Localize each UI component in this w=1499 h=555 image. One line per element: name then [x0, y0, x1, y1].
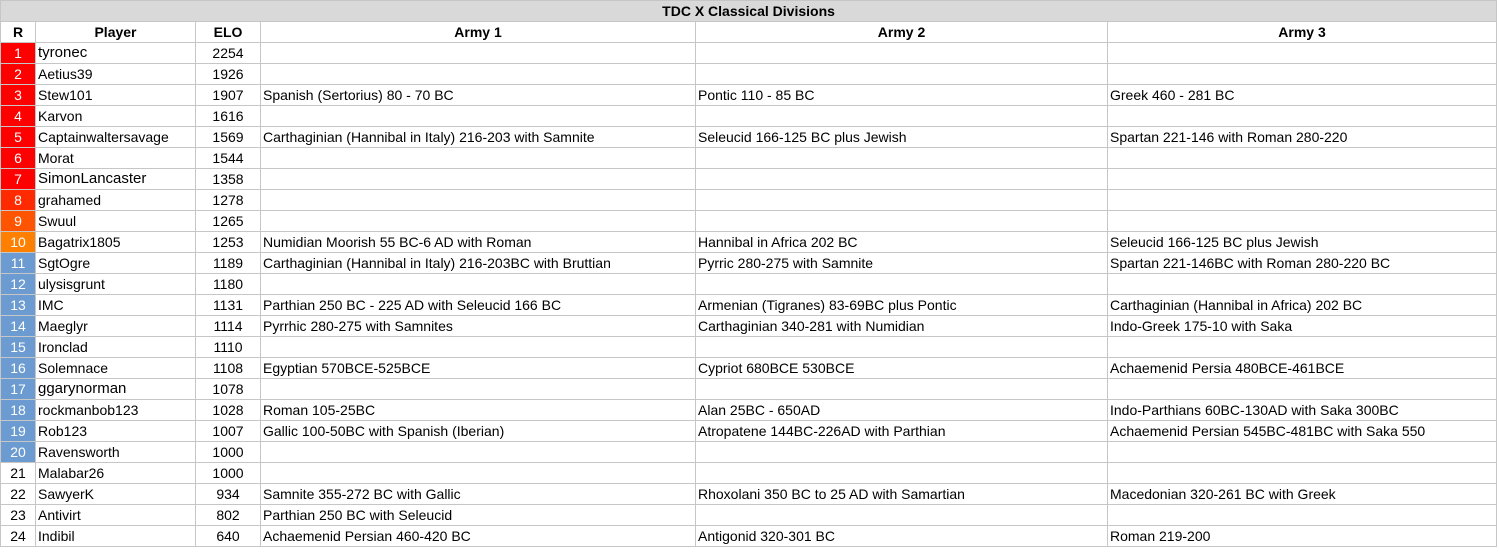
army3-cell[interactable]	[1108, 43, 1497, 64]
elo-cell[interactable]: 1358	[196, 169, 261, 190]
elo-cell[interactable]: 1569	[196, 127, 261, 148]
table-row	[1, 253, 1497, 274]
rank-cell[interactable]: 19	[1, 421, 36, 442]
rank-cell[interactable]: 18	[1, 400, 36, 421]
table-row	[1, 484, 1497, 505]
player-cell[interactable]: ggarynorman	[36, 379, 196, 400]
army3-cell[interactable]: Macedonian 320-261 BC with Greek	[1108, 484, 1497, 505]
player-cell[interactable]: Stew101	[36, 85, 196, 106]
army1-cell[interactable]	[261, 379, 696, 400]
player-cell[interactable]: SgtOgre	[36, 253, 196, 274]
elo-cell[interactable]: 1616	[196, 106, 261, 127]
rank-cell[interactable]: 16	[1, 358, 36, 379]
army3-cell[interactable]: Seleucid 166-125 BC plus Jewish	[1108, 232, 1497, 253]
player-cell[interactable]: Ravensworth	[36, 442, 196, 463]
army1-cell[interactable]: Achaemenid Persian 460-420 BC	[261, 526, 696, 547]
table-row	[1, 106, 1497, 127]
header-elo[interactable]: ELO	[196, 22, 261, 43]
player-cell[interactable]: Aetius39	[36, 64, 196, 85]
table-row	[1, 442, 1497, 463]
player-cell[interactable]: grahamed	[36, 190, 196, 211]
army1-cell[interactable]: Roman 105-25BC	[261, 400, 696, 421]
rank-cell[interactable]: 22	[1, 484, 36, 505]
elo-cell[interactable]: 1544	[196, 148, 261, 169]
army2-cell[interactable]: Alan 25BC - 650AD	[696, 400, 1108, 421]
army2-cell[interactable]: Pyrric 280-275 with Samnite	[696, 253, 1108, 274]
table-row	[1, 232, 1497, 253]
rank-cell[interactable]: 4	[1, 106, 36, 127]
rank-cell[interactable]: 10	[1, 232, 36, 253]
army2-cell[interactable]: Pontic 110 - 85 BC	[696, 85, 1108, 106]
header-player[interactable]: Player	[36, 22, 196, 43]
army1-cell[interactable]: Parthian 250 BC - 225 AD with Seleucid 166 BC	[261, 295, 696, 316]
army1-cell[interactable]: Samnite 355-272 BC with Gallic	[261, 484, 696, 505]
elo-cell[interactable]: 1189	[196, 253, 261, 274]
army1-cell[interactable]: Numidian Moorish 55 BC-6 AD with Roman	[261, 232, 696, 253]
table-row	[1, 337, 1497, 358]
player-cell[interactable]: SawyerK	[36, 484, 196, 505]
army1-cell[interactable]	[261, 442, 696, 463]
player-cell[interactable]: rockmanbob123	[36, 400, 196, 421]
army3-cell[interactable]: Achaemenid Persia 480BCE-461BCE	[1108, 358, 1497, 379]
army2-cell[interactable]	[696, 442, 1108, 463]
army2-cell[interactable]: Hannibal in Africa 202 BC	[696, 232, 1108, 253]
army1-cell[interactable]	[261, 169, 696, 190]
player-cell[interactable]: Solemnace	[36, 358, 196, 379]
header-army3[interactable]: Army 3	[1108, 22, 1497, 43]
army1-cell[interactable]: Carthaginian (Hannibal in Italy) 216-203 with Samnite	[261, 127, 696, 148]
army3-cell[interactable]: Achaemenid Persian 545BC-481BC with Saka 550	[1108, 421, 1497, 442]
player-cell[interactable]: Karvon	[36, 106, 196, 127]
rank-cell[interactable]: 11	[1, 253, 36, 274]
table-row	[1, 169, 1497, 190]
army1-cell[interactable]	[261, 148, 696, 169]
rank-cell[interactable]: 7	[1, 169, 36, 190]
table-row	[1, 316, 1497, 337]
rank-cell[interactable]: 14	[1, 316, 36, 337]
army2-cell[interactable]	[696, 190, 1108, 211]
army3-cell[interactable]	[1108, 169, 1497, 190]
army3-cell[interactable]: Carthaginian (Hannibal in Africa) 202 BC	[1108, 295, 1497, 316]
table-row	[1, 421, 1497, 442]
elo-cell[interactable]: 1000	[196, 442, 261, 463]
player-cell[interactable]: Swuul	[36, 211, 196, 232]
army1-cell[interactable]: Spanish (Sertorius) 80 - 70 BC	[261, 85, 696, 106]
elo-cell[interactable]: 1265	[196, 211, 261, 232]
player-cell[interactable]: IMC	[36, 295, 196, 316]
rank-cell[interactable]: 5	[1, 127, 36, 148]
table-row	[1, 463, 1497, 484]
rank-cell[interactable]: 15	[1, 337, 36, 358]
army3-cell[interactable]	[1108, 190, 1497, 211]
army1-cell[interactable]	[261, 190, 696, 211]
table-row	[1, 43, 1497, 64]
rank-cell[interactable]: 23	[1, 505, 36, 526]
elo-cell[interactable]: 1131	[196, 295, 261, 316]
table-row	[1, 127, 1497, 148]
player-cell[interactable]: tyronec	[36, 43, 196, 64]
elo-cell[interactable]: 1028	[196, 400, 261, 421]
army3-cell[interactable]	[1108, 274, 1497, 295]
table-row	[1, 274, 1497, 295]
player-cell[interactable]: Rob123	[36, 421, 196, 442]
elo-cell[interactable]: 1007	[196, 421, 261, 442]
army1-cell[interactable]	[261, 337, 696, 358]
army1-cell[interactable]: Parthian 250 BC with Seleucid	[261, 505, 696, 526]
army1-cell[interactable]	[261, 274, 696, 295]
player-cell[interactable]: Captainwaltersavage	[36, 127, 196, 148]
army3-cell[interactable]: Spartan 221-146BC with Roman 280-220 BC	[1108, 253, 1497, 274]
army2-cell[interactable]	[696, 106, 1108, 127]
army1-cell[interactable]: Carthaginian (Hannibal in Italy) 216-203BC with Bruttian	[261, 253, 696, 274]
army2-cell[interactable]	[696, 337, 1108, 358]
elo-cell[interactable]: 2254	[196, 43, 261, 64]
army2-cell[interactable]: Carthaginian 340-281 with Numidian	[696, 316, 1108, 337]
rank-cell[interactable]: 12	[1, 274, 36, 295]
army2-cell[interactable]	[696, 43, 1108, 64]
army2-cell[interactable]: Rhoxolani 350 BC to 25 AD with Samartian	[696, 484, 1108, 505]
army3-cell[interactable]: Indo-Parthians 60BC-130AD with Saka 300BC	[1108, 400, 1497, 421]
table-row	[1, 190, 1497, 211]
rank-cell[interactable]: 1	[1, 43, 36, 64]
rank-cell[interactable]: 24	[1, 526, 36, 547]
army2-cell[interactable]	[696, 379, 1108, 400]
army3-cell[interactable]: Roman 219-200	[1108, 526, 1497, 547]
header-rank[interactable]: R	[1, 22, 36, 43]
elo-cell[interactable]: 1110	[196, 337, 261, 358]
army1-cell[interactable]	[261, 106, 696, 127]
table-row	[1, 358, 1497, 379]
table-row	[1, 505, 1497, 526]
army2-cell[interactable]	[696, 64, 1108, 85]
table-row	[1, 379, 1497, 400]
elo-cell[interactable]: 1180	[196, 274, 261, 295]
army3-cell[interactable]: Greek 460 - 281 BC	[1108, 85, 1497, 106]
table-row	[1, 148, 1497, 169]
elo-cell[interactable]: 1000	[196, 463, 261, 484]
table-row	[1, 211, 1497, 232]
player-cell[interactable]: Antivirt	[36, 505, 196, 526]
army2-cell[interactable]	[696, 211, 1108, 232]
rank-cell[interactable]: 20	[1, 442, 36, 463]
army2-cell[interactable]	[696, 463, 1108, 484]
army3-cell[interactable]	[1108, 64, 1497, 85]
army2-cell[interactable]: Atropatene 144BC-226AD with Parthian	[696, 421, 1108, 442]
elo-cell[interactable]: 1278	[196, 190, 261, 211]
rank-cell[interactable]: 21	[1, 463, 36, 484]
table-row	[1, 400, 1497, 421]
army3-cell[interactable]	[1108, 379, 1497, 400]
army2-cell[interactable]: Armenian (Tigranes) 83-69BC plus Pontic	[696, 295, 1108, 316]
army2-cell[interactable]: Seleucid 166-125 BC plus Jewish	[696, 127, 1108, 148]
table-row	[1, 295, 1497, 316]
elo-cell[interactable]: 1907	[196, 85, 261, 106]
army2-cell[interactable]	[696, 148, 1108, 169]
army1-cell[interactable]: Egyptian 570BCE-525BCE	[261, 358, 696, 379]
player-cell[interactable]: Ironclad	[36, 337, 196, 358]
header-row	[1, 22, 1497, 43]
header-army2[interactable]: Army 2	[696, 22, 1108, 43]
army2-cell[interactable]	[696, 274, 1108, 295]
army1-cell[interactable]: Gallic 100-50BC with Spanish (Iberian)	[261, 421, 696, 442]
table-row	[1, 64, 1497, 85]
player-cell[interactable]: Morat	[36, 148, 196, 169]
army1-cell[interactable]	[261, 64, 696, 85]
elo-cell[interactable]: 1926	[196, 64, 261, 85]
army2-cell[interactable]	[696, 505, 1108, 526]
army2-cell[interactable]: Antigonid 320-301 BC	[696, 526, 1108, 547]
elo-cell[interactable]: 934	[196, 484, 261, 505]
rank-cell[interactable]: 17	[1, 379, 36, 400]
army2-cell[interactable]: Cypriot 680BCE 530BCE	[696, 358, 1108, 379]
table-row	[1, 85, 1497, 106]
rank-cell[interactable]: 6	[1, 148, 36, 169]
army3-cell[interactable]	[1108, 211, 1497, 232]
army3-cell[interactable]: Indo-Greek 175-10 with Saka	[1108, 316, 1497, 337]
army1-cell[interactable]	[261, 43, 696, 64]
army2-cell[interactable]	[696, 169, 1108, 190]
army3-cell[interactable]	[1108, 505, 1497, 526]
army3-cell[interactable]	[1108, 337, 1497, 358]
player-cell[interactable]: Bagatrix1805	[36, 232, 196, 253]
elo-cell[interactable]: 640	[196, 526, 261, 547]
army1-cell[interactable]	[261, 211, 696, 232]
elo-cell[interactable]: 1253	[196, 232, 261, 253]
player-cell[interactable]: Indibil	[36, 526, 196, 547]
table-body	[1, 43, 1497, 547]
player-cell[interactable]: SimonLancaster	[36, 169, 196, 190]
rank-cell[interactable]: 2	[1, 64, 36, 85]
rank-cell[interactable]: 8	[1, 190, 36, 211]
rank-cell[interactable]: 9	[1, 211, 36, 232]
table-title[interactable]: TDC X Classical Divisions	[1, 1, 1497, 22]
army1-cell[interactable]: Pyrrhic 280-275 with Samnites	[261, 316, 696, 337]
player-cell[interactable]: Malabar26	[36, 463, 196, 484]
elo-cell[interactable]: 1114	[196, 316, 261, 337]
elo-cell[interactable]: 802	[196, 505, 261, 526]
army3-cell[interactable]	[1108, 106, 1497, 127]
army3-cell[interactable]	[1108, 148, 1497, 169]
army3-cell[interactable]	[1108, 463, 1497, 484]
army1-cell[interactable]	[261, 463, 696, 484]
player-cell[interactable]: ulysisgrunt	[36, 274, 196, 295]
player-cell[interactable]: Maeglyr	[36, 316, 196, 337]
header-army1[interactable]: Army 1	[261, 22, 696, 43]
elo-cell[interactable]: 1078	[196, 379, 261, 400]
elo-cell[interactable]: 1108	[196, 358, 261, 379]
rank-cell[interactable]: 3	[1, 85, 36, 106]
rank-cell[interactable]: 13	[1, 295, 36, 316]
army3-cell[interactable]	[1108, 442, 1497, 463]
title-row	[1, 1, 1497, 22]
table-row	[1, 526, 1497, 547]
army3-cell[interactable]: Spartan 221-146 with Roman 280-220	[1108, 127, 1497, 148]
